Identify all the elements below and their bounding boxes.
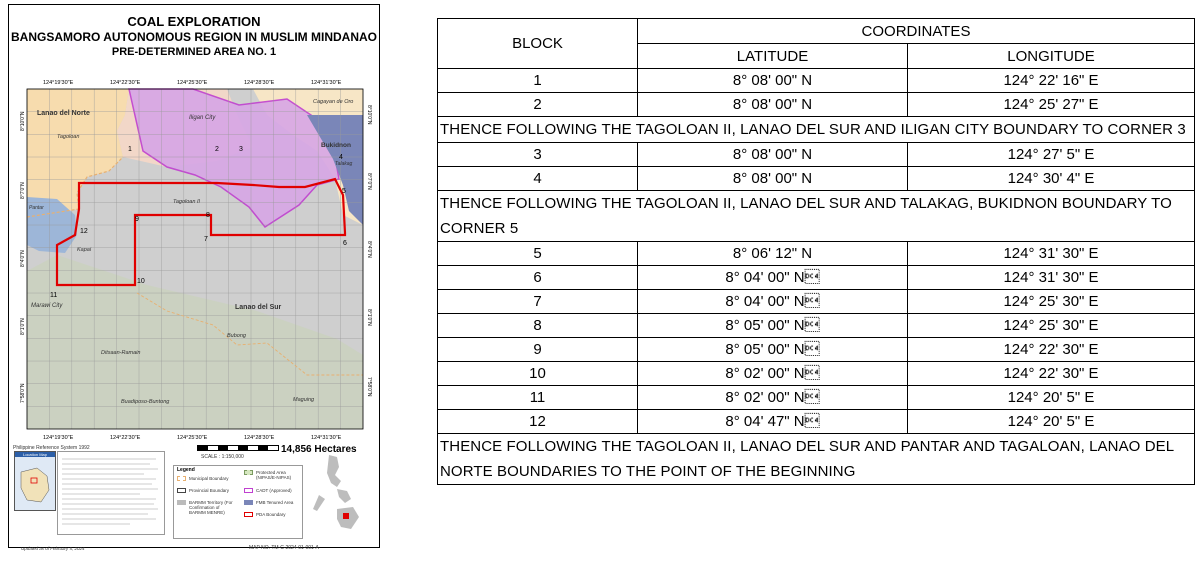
lon-tick-top-2: 124°22'30"E — [110, 80, 141, 86]
boundary-note-row — [438, 117, 1195, 143]
lat-tick-right-4: 8°1'0"N — [366, 309, 372, 326]
location-map-label: Location Map — [15, 452, 55, 457]
lon-tick-top-3: 124°25'30"E — [177, 80, 208, 86]
legend-swatch — [177, 488, 186, 493]
latitude-cell: 8° 04' 47" N — [638, 410, 908, 434]
lon-tick-top-4: 124°28'30"E — [244, 80, 275, 86]
block-cell: 12 — [438, 410, 638, 434]
coordinates-table — [437, 18, 1195, 485]
label-bubong: Bubong — [227, 333, 246, 339]
lon-tick-bottom-4: 124°28'30"E — [244, 435, 275, 441]
corner-label-2: 2 — [215, 146, 219, 153]
label-maguing: Maguing — [293, 397, 315, 403]
legend-item-provincial — [177, 488, 229, 493]
lon-tick-bottom-3: 124°25'30"E — [177, 435, 208, 441]
table-row — [438, 386, 1195, 410]
corner-label-3: 3 — [239, 146, 243, 153]
legend-swatch — [244, 488, 253, 493]
label-ditsaan-ramain: Ditsaan-Ramain — [101, 350, 141, 356]
longitude-cell: 124° 20' 5" E — [908, 386, 1195, 410]
legend-item-pda — [244, 512, 286, 517]
legend-swatch — [177, 500, 186, 505]
table-row — [438, 410, 1195, 434]
corner-label-8: 8 — [206, 212, 210, 219]
latitude-cell: 8° 08' 00" N — [638, 167, 908, 191]
scale-bar — [197, 445, 279, 451]
header-longitude: LONGITUDE — [908, 44, 1195, 69]
block-cell: 11 — [438, 386, 638, 410]
label-talakag: Talakag — [335, 161, 353, 167]
legend-swatch — [244, 470, 253, 475]
label-bukidnon: Bukidnon — [321, 142, 351, 149]
legend-label: Provincial Boundary — [189, 488, 230, 493]
lat-tick-right-2: 8°7'0"N — [366, 173, 372, 190]
lon-tick-bottom-2: 124°22'30"E — [110, 435, 141, 441]
map-subtitle-area: PRE-DETERMINED AREA NO. 1 — [111, 46, 277, 58]
legend-item-cadt — [244, 488, 292, 493]
map-title: COAL EXPLORATION — [127, 14, 261, 29]
label-cagayan-de-oro: Cagayan de Oro — [313, 99, 354, 105]
corner-label-6: 6 — [343, 240, 347, 247]
table-row — [438, 290, 1195, 314]
legend-label: Municipal Boundary — [189, 476, 229, 481]
corner-label-1: 1 — [128, 146, 132, 153]
label-lanao-del-norte: Lanao del Norte — [37, 110, 90, 117]
longitude-cell: 124° 22' 30" E — [908, 338, 1195, 362]
header-block: BLOCK — [438, 19, 638, 69]
lon-tick-top-5: 124°31'30"E — [311, 80, 342, 86]
header-latitude: LATITUDE — [638, 44, 908, 69]
lat-tick-left-2: 8°7'0"N — [20, 182, 26, 199]
legend-label: FMB Tenured Area — [256, 500, 294, 505]
corner-label-11: 11 — [50, 292, 58, 299]
table-row — [438, 338, 1195, 362]
corner-label-5: 5 — [342, 188, 346, 195]
legend-item-fmb — [244, 500, 293, 505]
table-row — [438, 167, 1195, 191]
latitude-cell: 8° 04' 00" N — [638, 290, 908, 314]
legend-box — [173, 465, 303, 539]
block-cell: 6 — [438, 266, 638, 290]
map-number: MAP NO. TM-C-2024-01-001-A — [249, 545, 319, 551]
lon-tick-bottom-1: 124°19'30"E — [43, 435, 74, 441]
label-marawi-city: Marawi City — [31, 303, 63, 309]
corner-label-12: 12 — [80, 228, 88, 235]
legend-label: BARMM Territory (For Confirmation of BARMM MENRE) — [189, 500, 233, 515]
legend-label: CADT (Approved) — [256, 488, 292, 493]
lat-tick-left-4: 8°1'0"N — [20, 318, 26, 335]
map-panel — [8, 4, 380, 551]
legend-label: PDA Boundary — [256, 512, 286, 517]
notes-box — [57, 451, 165, 535]
map-footer — [9, 445, 379, 549]
corner-label-9: 9 — [135, 216, 139, 223]
latitude-cell: 8° 08' 00" N — [638, 69, 908, 93]
block-cell: 9 — [438, 338, 638, 362]
boundary-note-3: THENCE FOLLOWING THE TAGOLOAN II, LANAO DEL SUR AND PANTAR AND TAGALOAN, LANAO DEL NORTE BOUNDARIES TO THE POINT OF THE BEGINNING — [438, 434, 1195, 485]
philippines-inset-map — [307, 451, 373, 535]
longitude-cell: 124° 30' 4" E — [908, 167, 1195, 191]
lat-tick-left-3: 8°4'0"N — [20, 250, 26, 267]
longitude-cell: 124° 25' 30" E — [908, 314, 1195, 338]
map-frame — [17, 75, 373, 445]
table-row — [438, 362, 1195, 386]
lon-tick-bottom-5: 124°31'30"E — [311, 435, 342, 441]
label-tagoloan: Tagoloan — [57, 134, 80, 140]
legend-swatch — [244, 500, 253, 505]
latitude-cell: 8° 08' 00" N — [638, 143, 908, 167]
longitude-cell: 124° 22' 30" E — [908, 362, 1195, 386]
area-hectares: 14,856 Hectares — [281, 444, 357, 455]
notes-text-lines — [60, 455, 164, 533]
lon-tick-top-1: 124°19'30"E — [43, 80, 74, 86]
longitude-cell: 124° 31' 30" E — [908, 242, 1195, 266]
legend-item-municipal — [177, 476, 229, 481]
legend-swatch — [177, 476, 186, 481]
latitude-cell: 8° 02' 00" N — [638, 362, 908, 386]
label-kapai: Kapai — [77, 247, 92, 253]
legend-item-protected — [244, 470, 302, 480]
block-cell: 2 — [438, 93, 638, 117]
latitude-cell: 8° 06' 12" N — [638, 242, 908, 266]
latitude-cell: 8° 02' 00" N — [638, 386, 908, 410]
table-row — [438, 93, 1195, 117]
lat-tick-left-5: 7°58'0"N — [20, 383, 26, 403]
latitude-cell: 8° 05' 00" N — [638, 314, 908, 338]
longitude-cell: 124° 25' 27" E — [908, 93, 1195, 117]
table-row — [438, 143, 1195, 167]
boundary-note-row — [438, 191, 1195, 242]
block-cell: 5 — [438, 242, 638, 266]
table-row — [438, 314, 1195, 338]
reference-system: Philippine Reference System 1992 — [13, 445, 90, 451]
legend-swatch — [244, 512, 253, 517]
latitude-cell: 8° 05' 00" N — [638, 338, 908, 362]
label-lanao-del-sur: Lanao del Sur — [235, 304, 282, 311]
longitude-cell: 124° 31' 30" E — [908, 266, 1195, 290]
label-iligan-city: Iligan City — [189, 115, 216, 121]
corner-label-4: 4 — [339, 154, 343, 161]
label-buadiposo-buntong: Buadiposo-Buntong — [121, 399, 170, 405]
block-cell: 8 — [438, 314, 638, 338]
corner-label-7: 7 — [204, 236, 208, 243]
label-pantar: Pantar — [29, 205, 44, 211]
boundary-note-2: THENCE FOLLOWING THE TAGOLOAN II, LANAO DEL SUR AND TALAKAG, BUKIDNON BOUNDARY TO CORNER 5 — [438, 191, 1195, 242]
longitude-cell: 124° 27' 5" E — [908, 143, 1195, 167]
table-row — [438, 69, 1195, 93]
boundary-note-row — [438, 434, 1195, 485]
longitude-cell: 124° 25' 30" E — [908, 290, 1195, 314]
longitude-cell: 124° 22' 16" E — [908, 69, 1195, 93]
lat-tick-right-5: 7°58'0"N — [366, 377, 372, 397]
block-cell: 10 — [438, 362, 638, 386]
updated-note: Updated as of February 5, 2024 — [21, 546, 85, 551]
block-cell: 3 — [438, 143, 638, 167]
lat-tick-right-1: 8°10'0"N — [366, 105, 372, 125]
location-map — [14, 451, 56, 511]
scale-label: SCALE : 1:150,000 — [201, 454, 244, 460]
table-row — [438, 242, 1195, 266]
map-canvas — [17, 75, 373, 445]
longitude-cell: 124° 20' 5" E — [908, 410, 1195, 434]
map-subtitle-region: BANGSAMORO AUTONOMOUS REGION IN MUSLIM MINDANAO — [11, 30, 377, 44]
lat-tick-right-3: 8°4'0"N — [366, 241, 372, 258]
latitude-cell: 8° 04' 00" N — [638, 266, 908, 290]
legend-title: Legend — [177, 467, 195, 473]
lat-tick-left-1: 8°10'0"N — [20, 111, 26, 131]
table-row — [438, 266, 1195, 290]
legend-item-barmm — [177, 500, 237, 515]
header-coordinates: COORDINATES — [638, 19, 1195, 44]
block-cell: 7 — [438, 290, 638, 314]
boundary-note-1: THENCE FOLLOWING THE TAGOLOAN II, LANAO DEL SUR AND ILIGAN CITY BOUNDARY TO CORNER 3 — [438, 117, 1195, 143]
label-tagoloan-ii: Tagoloan II — [173, 199, 201, 205]
block-cell: 4 — [438, 167, 638, 191]
corner-label-10: 10 — [137, 278, 145, 285]
latitude-cell: 8° 08' 00" N — [638, 93, 908, 117]
block-cell: 1 — [438, 69, 638, 93]
legend-label: Protected Area (NIPAS/E-NIPAS) — [256, 470, 292, 480]
location-map-graphic — [15, 458, 55, 510]
